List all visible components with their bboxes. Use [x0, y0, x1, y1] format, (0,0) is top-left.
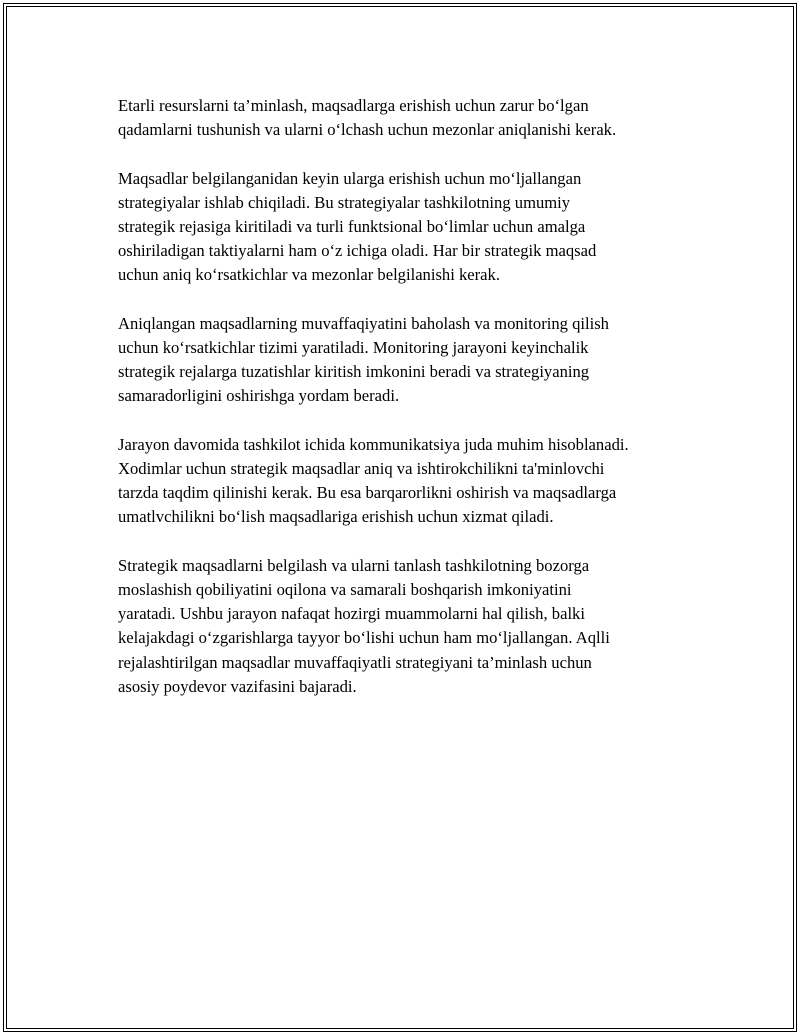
paragraph-1: [118, 94, 698, 142]
text-line: samaradorligini oshirishga yordam beradi.: [118, 386, 400, 406]
text-line: Aniqlangan maqsadlarning muvaffaqiyatini baholash va monitoring qilish: [118, 313, 609, 333]
text-line: moslashish qobiliyatini oqilona va samarali boshqarish imkoniyatini: [118, 580, 572, 599]
document-body: [118, 94, 698, 723]
text-line: rejalashtirilgan maqsadlar muvaffaqiyatli strategiyani ta’minlash uchun: [118, 652, 592, 672]
text-line: Xodimlar uchun strategik maqsadlar aniq va ishtirokchilikni ta'minlovchi: [118, 459, 605, 478]
text-line: kelajakdagi o‘zgarishlarga tayyor bo‘lishi uchun ham mo‘ljallangan. Aqlli: [118, 628, 610, 648]
text-line: Etarli resurslarni ta’minlash, maqsadlarga erishish uchun zarur bo‘lgan: [118, 96, 589, 115]
text-line: asosiy poydevor vazifasini bajaradi.: [118, 676, 357, 696]
text-line: oshiriladigan taktiyalarni ham o‘z ichiga oladi. Har bir strategik maqsad: [118, 241, 597, 261]
text-line: Strategik maqsadlarni belgilash va ularni tanlash tashkilotning bozorga: [118, 555, 590, 575]
text-line: Maqsadlar belgilanganidan keyin ularga erishish uchun mo‘ljallangan: [118, 168, 582, 188]
text-line: qadamlarni tushunish va ularni o‘lchash uchun mezonlar aniqlanishi kerak.: [118, 120, 617, 140]
paragraph-5: [118, 554, 698, 699]
text-line: Jarayon davomida tashkilot ichida kommunikatsiya juda muhim hisoblanadi.: [118, 434, 629, 454]
text-line: strategik rejasiga kiritiladi va turli funktsional bo‘limlar uchun amalga: [118, 217, 586, 236]
text-line: uchun aniq ko‘rsatkichlar va mezonlar belgilanishi kerak.: [118, 265, 500, 285]
text-line: strategiyalar ishlab chiqiladi. Bu strategiyalar tashkilotning umumiy: [118, 192, 571, 212]
paragraph-3: [118, 312, 698, 409]
text-line: tarzda taqdim qilinishi kerak. Bu esa barqarorlikni oshirish va maqsadlarga: [118, 483, 617, 503]
paragraph-4: [118, 433, 698, 530]
text-line: yaratadi. Ushbu jarayon nafaqat hozirgi muammolarni hal qilish, balki: [118, 604, 585, 624]
text-line: uchun ko‘rsatkichlar tizimi yaratiladi. Monitoring jarayoni keyinchalik: [118, 338, 589, 357]
text-line: strategik rejalarga tuzatishlar kiritish imkonini beradi va strategiyaning: [118, 362, 590, 382]
text-line: umatlvchilikni bo‘lish maqsadlariga erishish uchun xizmat qiladi.: [118, 507, 554, 527]
paragraph-2: [118, 167, 698, 288]
